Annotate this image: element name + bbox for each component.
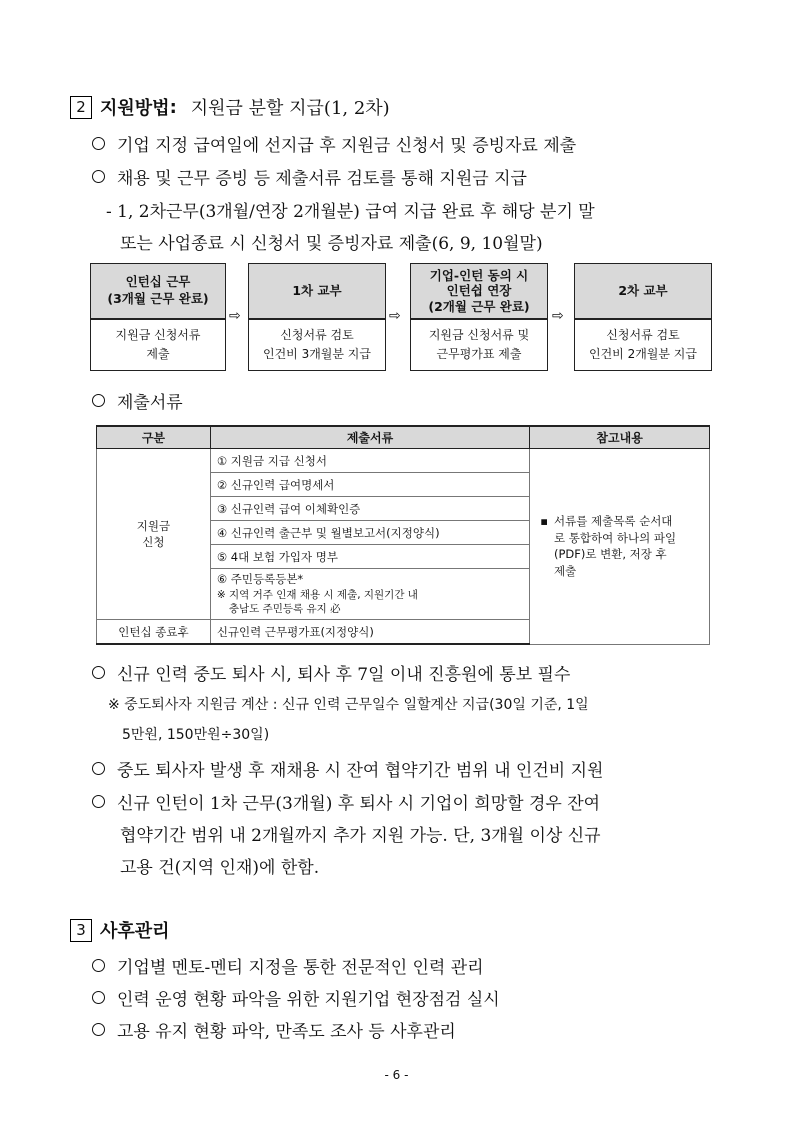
flow-step-title: 인턴쉽 연장 xyxy=(446,283,512,299)
bullet-item xyxy=(92,131,576,156)
flow-step-desc: 신청서류 검토 xyxy=(606,327,680,342)
flow-step-3-desc xyxy=(410,319,548,371)
circle-bullet-icon xyxy=(92,1023,105,1036)
flow-step-title: (2개월 근무 완료) xyxy=(428,298,530,314)
docs-heading xyxy=(92,388,183,413)
circle-bullet-icon xyxy=(92,959,105,972)
doc-note: ※ 지역 거주 인재 채용 시 제출, 지원기간 내 xyxy=(216,588,418,601)
group-label: 지원금 xyxy=(136,519,171,533)
bullet-text: 채용 및 근무 증빙 등 제출서류 검토를 통해 지원금 지급 xyxy=(117,169,527,189)
bullet-text: 기업별 멘토-멘티 지정을 통한 전문적인 인력 관리 xyxy=(117,958,484,978)
section-title-colon: : xyxy=(169,96,177,118)
flow-step-2-box xyxy=(248,263,386,319)
section-2-heading xyxy=(70,94,390,120)
doc-text: ⑥ 주민등록등본* xyxy=(216,572,304,587)
flow-step-desc: 제출 xyxy=(146,347,170,361)
group-label-cell xyxy=(97,449,211,620)
bullet-text: 중도 퇴사자 발생 후 재채용 시 잔여 협약기간 범위 내 인건비 지원 xyxy=(117,761,604,781)
note-line2: 5만원, 150만원÷30일) xyxy=(122,727,270,743)
bullet-item xyxy=(92,789,600,814)
right-arrow-icon: ⇨ xyxy=(389,308,401,324)
bullet-text: 신규 인턴이 1차 근무(3개월) 후 퇴사 시 기업이 희망할 경우 잔여 xyxy=(117,794,601,814)
flow-step-desc: 지원금 신청서류 xyxy=(115,327,201,342)
flow-step-3-box xyxy=(410,263,548,319)
flow-step-desc: 지원금 신청서류 및 xyxy=(428,327,530,342)
note-text: 로 통합하여 하나의 파일 xyxy=(554,530,677,545)
column-header: 제출서류 xyxy=(210,426,529,449)
flow-step-2-desc xyxy=(248,319,386,371)
circle-bullet-icon xyxy=(92,394,105,407)
section-title: 지원방법 xyxy=(100,98,170,119)
column-header: 구분 xyxy=(97,426,211,449)
doc-cell xyxy=(210,569,529,620)
circle-bullet-icon xyxy=(92,762,105,775)
note-line1: ※ 중도퇴사자 지원금 계산 : 신규 인력 근무일수 일할계산 지급(30일 기준, 1일 xyxy=(108,697,589,713)
group-label-cell: 인턴십 종료후 xyxy=(97,620,211,645)
flow-step-desc: 신청서류 검토 xyxy=(280,327,354,342)
section-number-box: 3 xyxy=(70,919,92,942)
bullet-item xyxy=(92,953,484,978)
section-subtitle: 지원금 분할 지급(1, 2차) xyxy=(190,98,390,119)
right-arrow-icon: ⇨ xyxy=(229,308,241,324)
bullet-item xyxy=(92,985,500,1010)
note-text: (PDF)로 변환, 저장 후 xyxy=(554,547,667,562)
note-text: 서류를 제출목록 순서대 xyxy=(554,513,673,528)
bullet-text: 신규 인력 중도 퇴사 시, 퇴사 후 7일 이내 진흥원에 통보 필수 xyxy=(117,665,571,685)
flow-step-desc: 인건비 2개월분 지급 xyxy=(588,347,697,361)
flow-step-title: (3개월 근무 완료) xyxy=(107,291,209,306)
doc-cell: ② 신규인력 급여명세서 xyxy=(210,473,529,497)
flow-step-4-box xyxy=(574,263,712,319)
bullet-text: 기업 지정 급여일에 선지급 후 지원금 신청서 및 증빙자료 제출 xyxy=(117,136,577,156)
column-header: 참고내용 xyxy=(530,426,710,449)
bullet-item xyxy=(92,164,527,189)
bullet-text: 인력 운영 현황 파악을 위한 지원기업 현장점검 실시 xyxy=(117,990,500,1010)
documents-table xyxy=(96,425,710,645)
circle-bullet-icon xyxy=(92,666,105,679)
flow-step-4-desc xyxy=(574,319,712,371)
circle-bullet-icon xyxy=(92,137,105,150)
page-number: - 6 - xyxy=(384,1068,409,1082)
bullet-item xyxy=(92,1017,456,1042)
dash-item-line2: 또는 사업종료 시 신청서 및 증빙자료 제출(6, 9, 10월말) xyxy=(120,234,543,254)
flow-step-1-box xyxy=(90,263,226,319)
bullet-continuation: 고용 건(지역 인재)에 한함. xyxy=(120,858,320,878)
doc-cell: ⑤ 4대 보험 가입자 명부 xyxy=(210,545,529,569)
doc-note: 충남도 주민등록 유지 必 xyxy=(228,602,341,615)
dash-item-line1: - 1, 2차근무(3개월/연장 2개월분) 급여 지급 완료 후 해당 분기 말 xyxy=(106,202,595,222)
right-arrow-icon: ⇨ xyxy=(552,308,564,324)
section-3-heading xyxy=(70,917,170,943)
flow-step-desc: 인건비 3개월분 지급 xyxy=(262,347,371,361)
table-row xyxy=(97,449,710,473)
section-title: 사후관리 xyxy=(100,921,170,942)
table-header-row xyxy=(97,426,710,449)
flow-step-desc: 근무평가표 제출 xyxy=(436,347,522,361)
bullet-item xyxy=(92,756,603,781)
flow-step-title: 인턴십 근무 xyxy=(125,274,191,290)
flow-step-title: 기업-인턴 동의 시 xyxy=(429,267,529,283)
flow-step-title: 1차 교부 xyxy=(292,282,342,298)
doc-cell: ③ 신규인력 급여 이체확인증 xyxy=(210,497,529,521)
square-bullet-icon: ▪ xyxy=(540,513,549,528)
bullet-item xyxy=(92,660,570,685)
docs-heading-text: 제출서류 xyxy=(117,393,183,413)
note-text: 제출 xyxy=(554,563,577,578)
section-number-box: 2 xyxy=(70,96,92,119)
bullet-continuation: 협약기간 범위 내 2개월까지 추가 지원 가능. 단, 3개월 이상 신규 xyxy=(120,826,601,846)
bullet-text: 고용 유지 현황 파악, 만족도 조사 등 사후관리 xyxy=(117,1022,456,1042)
flow-step-title: 2차 교부 xyxy=(618,282,668,298)
note-cell xyxy=(530,449,710,645)
doc-cell: ④ 신규인력 출근부 및 월별보고서(지정양식) xyxy=(210,521,529,545)
group-label: 신청 xyxy=(142,535,165,549)
doc-cell: 신규인력 근무평가표(지정양식) xyxy=(210,620,529,645)
circle-bullet-icon xyxy=(92,795,105,808)
circle-bullet-icon xyxy=(92,170,105,183)
doc-cell: ① 지원금 지급 신청서 xyxy=(210,449,529,473)
flow-step-1-desc xyxy=(90,319,226,371)
circle-bullet-icon xyxy=(92,991,105,1004)
